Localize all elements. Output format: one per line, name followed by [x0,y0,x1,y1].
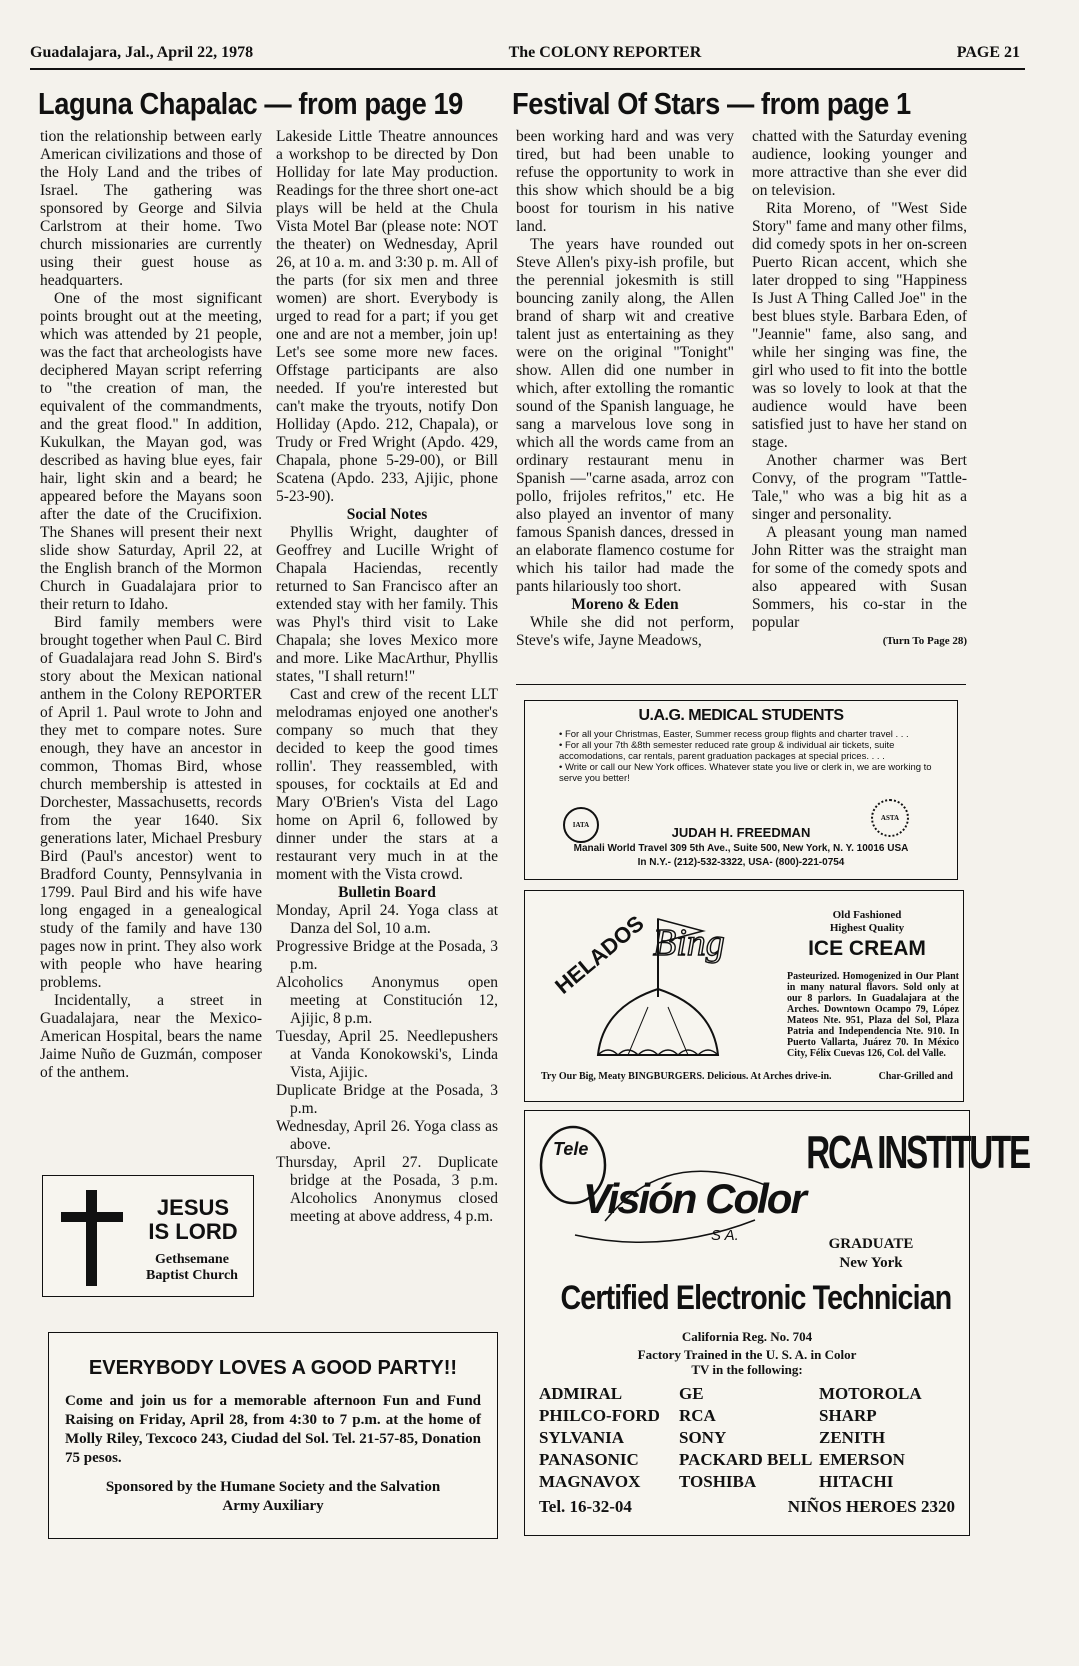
party-ad [48,1332,498,1539]
uag-contact-name: JUDAH H. FREEDMAN [671,825,811,840]
rca-ad [524,1110,1029,1536]
cross-icon [57,1190,127,1286]
helados-bing-logo-icon [543,897,783,1063]
uag-ad [524,700,958,880]
rca-address: NIÑOS HEROES 2320 [787,1497,955,1516]
party-sponsor: Sponsored by the Humane Society and the Salvation Army Auxiliary [105,1479,441,1514]
church-type: Baptist Church [146,1268,238,1283]
brand-item: ADMIRAL [539,1384,623,1403]
brand-item: GE [679,1384,704,1403]
svg-text:HELADOS: HELADOS [550,910,649,999]
asta-seal-icon: ASTA [871,799,909,837]
brand-item: PANASONIC [539,1450,639,1469]
page-number: PAGE 21 [956,44,1020,61]
festival-headline: Festival Of Stars — from page 1 [512,86,911,121]
article-paragraph: Bird family members were brought together when Paul C. Bird of Guadalajara read John S. Bird's story about the Mexican national anthem in the Colony REPORTER of April 1. Paul wrote to John and they met to compare notes. Sure enough, they have an ancestor in common, Thomas Bird, whose church membership is attested in Dorchester, Massachusetts, records from the year 1640. Six generations later, Michael Presbury Bird (Paul's ancestor) went to Bradford County, Pennsylvania in 1799. Paul Bird and his wife have long engaged in a genealogical study of the family and have 130 pages now in print. They also work with people who have hearing problems. [40,614,262,991]
article-paragraph: chatted with the Saturday evening audience, looking younger and more attractive than she ever did on television. [752,128,967,199]
logo-tele: Tele [553,1139,589,1159]
party-title: EVERYBODY LOVES A GOOD PARTY!! [88,1357,458,1379]
social-paragraph: Phyllis Wright, daughter of Geoffrey and Lucille Wright of Chapala Haciendas, recently returned to San Francisco after an extended stay with her family. This was Phyl's third visit to Lake Chapala; she loves Mexico more and more. Like MacArthur, Phyllis states, "I shall return!" [276,524,498,685]
brand-item: PHILCO-FORD [539,1406,660,1425]
dateline: Guadalajara, Jal., April 22, 1978 [30,44,254,61]
rca-registration: California Reg. No. 704 [681,1329,813,1344]
brand-item: MAGNAVOX [539,1472,641,1491]
laguna-column-2 [276,128,498,1226]
uag-title: U.A.G. MEDICAL STUDENTS [638,707,844,724]
jesus-line: JESUS [156,1195,230,1220]
bulletin-item: Thursday, April 27. Duplicate bridge at the Posada, 3 p.m. Alcoholics Anonymus closed meeting at above address, 4 p.m. [276,1154,498,1225]
header-rule [30,68,1025,70]
article-paragraph: Another charmer was Bert Convy, of the program "Tattle-Tale," who was a big hit as a singer and personality. [752,452,967,523]
article-paragraph: A pleasant young man named John Ritter was the straight man for some of the comedy spots and also appeared with Susan Sommers, his co-star in the popular [752,524,967,631]
bulletin-board-heading: Bulletin Board [338,884,436,901]
brand-item: HITACHI [819,1472,894,1491]
festival-column-3 [516,128,734,650]
logo-sa: S A. [711,1227,739,1244]
party-body: Come and join us for a memorable afternoon Fun and Fund Raising on Friday, April 28, from 4:30 to 7 p.m. at the home of Molly Riley, Texcoco 243, Ciudad del Sol. Tel. 21-57-85, Donation 75 pesos. [65,1393,481,1466]
social-notes-heading: Social Notes [346,506,428,523]
article-paragraph: The years have rounded out Steve Allen's pixy-ish profile, but the perennial jokesmith is still bouncing zanily along, the Allen brand of sharp wit and creative talent just as entertaining as they were on the original "Tonight" show. Allen did one number in which, after extolling the romantic sound of the Spanish language, he sang a marvelous love song in which all the words came from an ordinary restaurant menu in Spanish —"carne asada, arroz con pollo, frijoles refritos," etc. He also played an inventor of many famous Spanish dances, dressed in an elaborate flamenco costume for which his tailor had made the pants hilariously too short. [516,236,734,595]
brand-item: TOSHIBA [679,1472,757,1491]
brand-item: SHARP [819,1406,877,1425]
bulletin-item: Tuesday, April 25. Needlepushers at Vanda Konokowski's, Linda Vista, Ajijic. [276,1028,498,1081]
logo-vision-color: Visión Color [583,1175,805,1222]
bulletin-item: Wednesday, April 26. Yoga class as above. [276,1118,498,1153]
church-name: Gethsemane [155,1252,229,1267]
festival-column-4 [752,128,967,650]
icecream-footer: Try Our Big, Meaty BINGBURGERS. Delicious. At Arches drive-in. [541,1071,832,1082]
rca-institute: RCA INSTITUTE [806,1126,1029,1178]
rca-headline: Certified Electronic Technician [560,1279,952,1317]
brand-item: RCA [679,1406,716,1425]
icecream-kicker: Old Fashioned [832,909,902,921]
paper-name: The COLONY REPORTER [508,44,702,61]
uag-bullet: • For all your 7th &8th semester reduced rate group & individual air tickets, suite accomodations, car rentals, parent graduation packages at special prices. . . . [559,740,895,762]
rca-trained: Factory Trained in the U. S. A. in Color [637,1347,857,1362]
laguna-column-1 [40,128,262,1082]
icecream-title: ICE CREAM [808,937,926,960]
brand-item: SONY [679,1428,727,1447]
page-header [30,44,1020,62]
article-paragraph: Rita Moreno, of "West Side Story" fame and many other films, did comedy spots in her on-screen Puerto Rican accent, which she later dropped to sing "Happiness Is Just A Thing Called Joe" in the best blues style. Barbara Eden, of "Jeannie" fame, also sang, and while her singing was fine, the girl who used to fit into the bottle was so lovely to look at that the audience would have been satisfied just to have her stand on stage. [752,200,967,451]
social-paragraph: Cast and crew of the recent LLT melodramas enjoyed one another's company so much that they decided to keep the good times rollin'. They reassembled, with spouses, for cocktails at Ed and Mary O'Brien's Vista del Lago home on April 6, followed by dinner under the stars at a restaurant very much in at the moment with the Vista crowd. [276,686,498,883]
brand-item: SYLVANIA [539,1428,625,1447]
bulletin-item: Progressive Bridge at the Posada, 3 p.m. [276,938,498,973]
laguna-headline: Laguna Chapalac — from page 19 [38,86,463,121]
iata-seal-icon: IATA [563,807,599,843]
jump-line: (Turn To Page 28) [882,635,967,647]
bulletin-item: Monday, April 24. Yoga class at Danza del Sol, 10 a.m. [276,902,498,937]
article-paragraph: Incidentally, a street in Guadalajara, near the Mexico-American Hospital, bears the name Jaime Nuño de Guzmán, composer of the anthem. [40,992,262,1081]
moreno-eden-heading: Moreno & Eden [571,596,679,613]
uag-address: Manali World Travel 309 5th Ave., Suite 500, New York, N. Y. 10016 USA [573,843,909,854]
icecream-body: Pasteurized. Homogenized in Our Plant in many natural flavors. Sold only at our 8 parlors. In Guadalajara at the Arches. Downtown Ocampo 79, López Mateos Nte. 951, Plaza del Sol, Plaza Patria and Independencia Nte. 910. In Puerto Vallarta, Juárez 70. In México City, Félix Cuevas 126, Col. del Valle. [787,971,959,1059]
column-rule [516,684,966,685]
icecream-footer-right: Char-Grilled and [878,1071,953,1082]
uag-bullet: • Write or call our New York offices. Whatever state you live or clerk in, we are working to serve you better! [559,762,932,784]
svg-text:Bing: Bing [653,922,725,964]
jesus-ad [42,1175,254,1297]
rca-graduate: GRADUATE [828,1236,914,1252]
article-paragraph: One of the most significant points brought out at the meeting, which was attended by 21 people, was the fact that archeologists have deciphered Mayan script referring to "the creation of man, the equivalent of the commandments, and the great flood." In addition, Kukulkan, the Mayan god, was described as having blue eyes, fair hair, light skin and a beard; he appeared before the Mayans soon after the date of the Crucifixion. The Shanes will present their next slide show Saturday, April 22, at the English branch of the Mormon Church in Guadalajara prior to their return to Idaho. [40,290,262,613]
uag-phone: In N.Y.- (212)-532-3322, USA- (800)-221-0754 [637,857,845,868]
icecream-kicker: Highest Quality [829,922,905,934]
bulletin-item: Alcoholics Anonymus open meeting at Constitución 12, Ajijic, 8 p.m. [276,974,498,1027]
article-paragraph: While she did not perform, Steve's wife, Jayne Meadows, [516,614,734,649]
article-paragraph: been working hard and was very tired, but had been unable to refuse the opportunity to work in this show which should be a big boost for tourism in his native land. [516,128,734,235]
rca-brand-grid [539,1383,959,1493]
brand-item: ZENITH [819,1428,886,1447]
rca-trained: TV in the following: [691,1362,803,1377]
bulletin-item: Duplicate Bridge at the Posada, 3 p.m. [276,1082,498,1117]
rca-city: New York [839,1255,903,1271]
uag-bullet: • For all your Christmas, Easter, Summer recess group flights and charter travel . . . [559,729,909,740]
brand-item: MOTOROLA [819,1384,922,1403]
brand-item: EMERSON [819,1450,905,1469]
brand-item: PACKARD BELL [679,1450,813,1469]
article-paragraph: tion the relationship between early American civilizations and those of the Holy Land and the tribes of Israel. The gathering was sponsored by George and Silvia Carlstrom at their home. Two church missionaries are currently using their guest house as headquarters. [40,128,262,289]
rca-phone: Tel. 16-32-04 [539,1497,632,1516]
theatre-paragraph: Lakeside Little Theatre announces a workshop to be directed by Don Holliday for late May production. Readings for the three short one-act plays will be held at the Chula Vista Motel Bar (please note: NOT the theater) on Wednesday, April 26, at 10 a. m. and 3:30 p. m. All of the parts (for six men and three women) are short. Everybody is urged to read for a part; if you get one and are not a member, join up! Let's see some more new faces. Offstage participants are also needed. If you're interested but can't make the tryouts, notify Don Holliday (Apdo. 212, Chapala), or Trudy or Fred Wright (Apdo. 429, Chapala, phone 5-29-00), or Bill Scatena (Apdo. 233, Ajijic, phone 5-23-90). [276,128,498,505]
icecream-ad [524,890,964,1102]
is-lord-line: IS LORD [148,1219,238,1244]
